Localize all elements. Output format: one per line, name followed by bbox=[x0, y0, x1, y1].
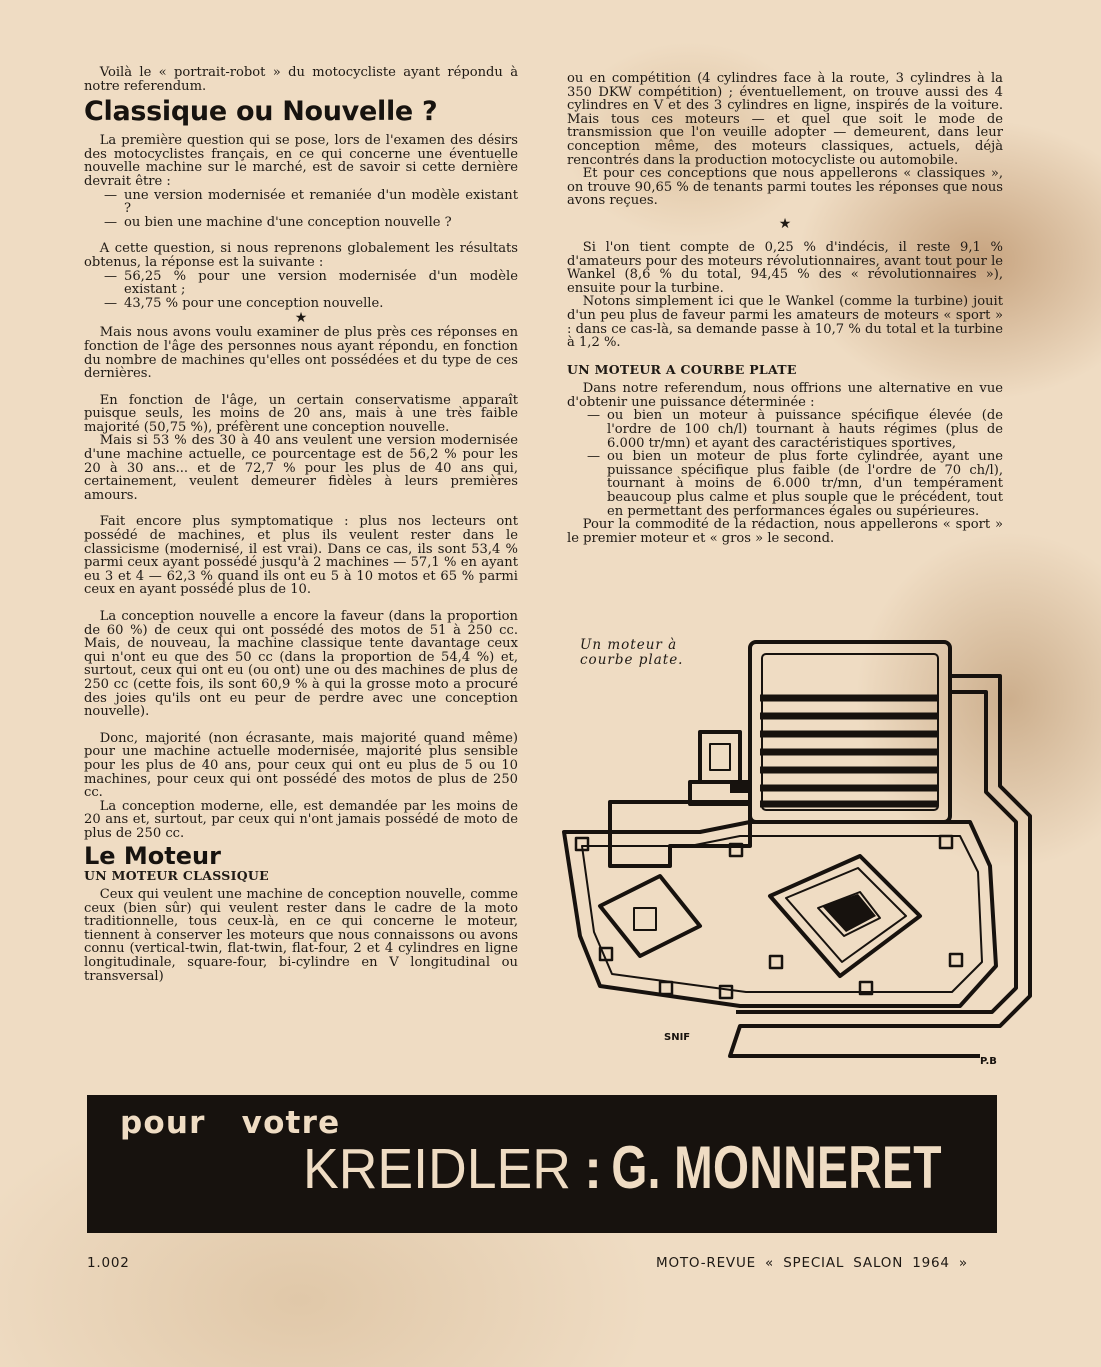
list-item: — ou bien un moteur à puissance spécifique élevée (de l'ordre de 100 ch/l) tournant à hauts régimes (plus de 6.000 tr/mn) et ayant des caractéristiques sportives, bbox=[587, 408, 1003, 451]
paragraph: Donc, majorité (non écrasante, mais majorité quand même) pour une machine actuelle modernisée, majorité plus sensible pour les plus de 40 ans, pour ceux qui ont eu plus de 5 ou 10 machines, pour ceux qui ont possédé des motos de plus de 250 cc. bbox=[84, 730, 518, 801]
figure-caption: Un moteur à courbe plate. bbox=[580, 637, 684, 668]
section-title-moteur: Le Moteur bbox=[84, 841, 221, 870]
banner-headline: KREIDLER : G. MONNERET bbox=[303, 1134, 942, 1201]
paragraph: Ceux qui veulent une machine de conception nouvelle, comme ceux (bien sûr) qui veulent rester dans le cadre de la moto traditionnelle, tous ceux-là, en ce qui concerne le moteur, tiennent à conserver les moteurs que nous connaissons ou avons connu (vertical-twin, flat-twin, flat-four, 2 et 4 cylindres en ligne longitudinale, square-four, bi-cylindre en V longitudinal ou transversal) bbox=[84, 887, 518, 984]
paragraph: Pour la commodité de la rédaction, nous appellerons « sport » le premier moteur et « gros » le second. bbox=[567, 517, 1003, 546]
engine-illustration bbox=[560, 636, 1040, 1076]
advert-banner bbox=[87, 1095, 997, 1233]
right-column bbox=[567, 72, 1003, 545]
paragraph: Et pour ces conceptions que nous appellerons « classiques », on trouve 90,65 % de tenants parmi toutes les réponses que nous avons reçues. bbox=[567, 166, 1003, 209]
list-item: — une version modernisée et remaniée d'un modèle existant ? bbox=[104, 187, 518, 217]
star-separator: ★ bbox=[778, 215, 792, 232]
paragraph: Notons simplement ici que le Wankel (comme la turbine) jouit d'un peu plus de faveur parmi les amateurs de moteurs « sport » : dans ce cas-là, sa demande passe à 10,7 % du total et la turbine à 1,2 %. bbox=[567, 294, 1003, 351]
list-item: — ou bien un moteur de plus forte cylindrée, ayant une puissance spécifique plus faible (de l'ordre de 70 ch/l), tournant à moins de 6.000 tr/mn, d'un tempérament beaucoup plus calme et plus souple que le précédent, tout en permettant des performances égales ou supérieures. bbox=[587, 449, 1003, 519]
paragraph: La conception moderne, elle, est demandée par les moins de 20 ans et, surtout, par ceux qui n'ont jamais possédé de moto de plus de 250 cc. bbox=[84, 798, 518, 841]
paragraph: Mais si 53 % des 30 à 40 ans veulent une version modernisée d'une machine actuelle, ce pourcentage est de 56,2 % pour les 20 à 30 ans... et de 72,7 % pour les plus de 40 ans qui, certainement, veulent demeurer fidèles à leurs premières amours. bbox=[84, 433, 518, 503]
section-title-classique: Classique ou Nouvelle ? bbox=[84, 96, 438, 128]
banner-dealer: G. MONNERET bbox=[611, 1134, 942, 1201]
signature-pb: P.B bbox=[980, 1056, 997, 1067]
paragraph: Dans notre referendum, nous offrions une alternative en vue d'obtenir une puissance déterminée : bbox=[567, 381, 1003, 410]
intro-paragraph: Voilà le « portrait-robot » du motocycliste ayant répondu à notre referendum. bbox=[84, 65, 518, 94]
paragraph: Fait encore plus symptomatique : plus nos lecteurs ont possédé de machines, et plus ils veulent rester dans le classicisme (modernisé, il est vrai). Dans ce cas, ils sont 53,4 % parmi ceux ayant possédé jusqu'à 2 machines — 57,1 % en ayant eu 3 et 4 — 62,3 % quand ils ont eu 5 à 10 motos et 65 % parmi ceux en ayant possédé plus de 10. bbox=[84, 514, 518, 598]
paragraph: La conception nouvelle a encore la faveur (dans la proportion de 60 %) de ceux qui ont possédé des motos de 51 à 250 cc. Mais, de nouveau, la machine classique tente davantage ceux qui n'ont eu que des 50 cc (dans la proportion de 54,4 %) et, surtout, ceux qui ont eu (ou ont) une ou des machines de plus de 250 cc (cette fois, ils sont 60,9 % à qui la grosse moto a procuré des joies qu'ils ont eu peur de perdre avec une conception nouvelle). bbox=[84, 609, 518, 720]
list-item: — 43,75 % pour une conception nouvelle. bbox=[104, 295, 384, 311]
page-number: 1.002 bbox=[87, 1255, 130, 1271]
publication-footer: MOTO-REVUE « SPECIAL SALON 1964 » bbox=[656, 1255, 968, 1271]
paragraph: A cette question, si nous reprenons globalement les résultats obtenus, la réponse est la suivante : bbox=[84, 241, 518, 270]
banner-brand: KREIDLER bbox=[303, 1137, 571, 1201]
signature-snif: SNIF bbox=[664, 1032, 691, 1043]
subheading: UN MOTEUR CLASSIQUE bbox=[84, 867, 269, 883]
star-separator: ★ bbox=[294, 310, 308, 327]
subheading: UN MOTEUR A COURBE PLATE bbox=[567, 361, 797, 377]
paragraph: Mais nous avons voulu examiner de plus près ces réponses en fonction de l'âge des personnes nous ayant répondu, en fonction du nombre de machines qu'elles ont possédées et du type de ces dernières. bbox=[84, 325, 518, 382]
paragraph: Si l'on tient compte de 0,25 % d'indécis, il reste 9,1 % d'amateurs pour des moteurs révolutionnaires, avant tout pour le Wankel (8,6 % du total, 94,45 % des « révolutionnaires »), ensuite pour la turbine. bbox=[567, 239, 1003, 296]
left-column bbox=[84, 66, 518, 983]
list-item: — ou bien une machine d'une conception nouvelle ? bbox=[104, 214, 452, 230]
paragraph: La première question qui se pose, lors de l'examen des désirs des motocyclistes français, en ce qui concerne une éventuelle nouvelle machine sur le marché, est de savoir si cette dernière devrait être : bbox=[84, 133, 518, 189]
banner-tagline: pour votre bbox=[120, 1105, 341, 1141]
paragraph: En fonction de l'âge, un certain conservatisme apparaît puisque seuls, les moins de 20 ans, mais à une très faible majorité (50,75 %), préfèrent une conception nouvelle. bbox=[84, 392, 518, 435]
paragraph: ou en compétition (4 cylindres face à la route, 3 cylindres à la 350 DKW compétition) ; éventuellement, on trouve aussi des 4 cylindres en V et des 3 cylindres en ligne, inspirés de la voiture. Mais tous ces moteurs — et quel que soit le mode de transmission que l'on veuille adopter — demeurent, dans leur conception même, des moteurs classiques, actuels, déjà rencontrés dans la production motocycliste ou automobile. bbox=[567, 71, 1003, 168]
list-item: — 56,25 % pour une version modernisée d'un modèle existant ; bbox=[104, 268, 518, 298]
